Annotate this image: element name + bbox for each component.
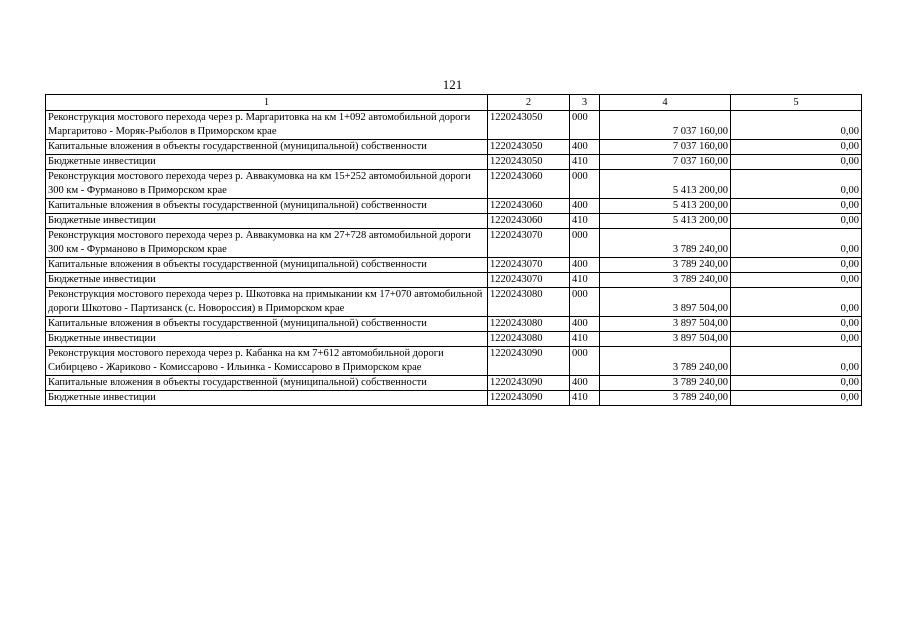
cell-target-code: 1220243060 (488, 214, 570, 229)
cell-name: Бюджетные инвестиции (46, 332, 488, 347)
page-number: 121 (442, 77, 463, 92)
cell-expense-type: 000 (570, 288, 600, 317)
cell-name: Бюджетные инвестиции (46, 155, 488, 170)
cell-target-code: 1220243090 (488, 376, 570, 391)
cell-target-code: 1220243070 (488, 229, 570, 258)
header-col-2: 2 (488, 95, 570, 111)
cell-amount-2: 0,00 (731, 214, 862, 229)
cell-amount-1: 5 413 200,00 (600, 170, 731, 199)
cell-target-code: 1220243060 (488, 199, 570, 214)
cell-amount-2: 0,00 (731, 317, 862, 332)
budget-table (45, 94, 862, 406)
header-col-4: 4 (600, 95, 731, 111)
cell-amount-1: 5 413 200,00 (600, 199, 731, 214)
header-col-5: 5 (731, 95, 862, 111)
cell-amount-2: 0,00 (731, 391, 862, 406)
cell-amount-2: 0,00 (731, 140, 862, 155)
cell-name: Капитальные вложения в объекты государственной (муниципальной) собственности (46, 376, 488, 391)
cell-amount-1: 3 789 240,00 (600, 258, 731, 273)
table-row (46, 376, 862, 391)
cell-amount-2: 0,00 (731, 258, 862, 273)
cell-target-code: 1220243080 (488, 332, 570, 347)
cell-target-code: 1220243090 (488, 347, 570, 376)
cell-amount-2: 0,00 (731, 199, 862, 214)
cell-target-code: 1220243080 (488, 317, 570, 332)
cell-name: Капитальные вложения в объекты государственной (муниципальной) собственности (46, 140, 488, 155)
cell-amount-1: 3 789 240,00 (600, 391, 731, 406)
cell-target-code: 1220243060 (488, 170, 570, 199)
cell-amount-1: 7 037 160,00 (600, 140, 731, 155)
cell-expense-type: 000 (570, 170, 600, 199)
header-col-1: 1 (46, 95, 488, 111)
table-row (46, 347, 862, 376)
cell-target-code: 1220243070 (488, 258, 570, 273)
cell-amount-1: 3 897 504,00 (600, 288, 731, 317)
cell-expense-type: 400 (570, 140, 600, 155)
table-row (46, 332, 862, 347)
cell-name: Реконструкция мостового перехода через р. Аввакумовка на км 15+252 автомобильной дороги 300 км - Фурманово в Приморском крае (46, 170, 488, 199)
cell-target-code: 1220243090 (488, 391, 570, 406)
cell-amount-2: 0,00 (731, 170, 862, 199)
table-row (46, 273, 862, 288)
cell-expense-type: 400 (570, 199, 600, 214)
cell-amount-2: 0,00 (731, 111, 862, 140)
cell-amount-1: 5 413 200,00 (600, 214, 731, 229)
table-row (46, 229, 862, 258)
cell-amount-2: 0,00 (731, 288, 862, 317)
table-row (46, 214, 862, 229)
table-row (46, 140, 862, 155)
cell-target-code: 1220243050 (488, 140, 570, 155)
cell-amount-2: 0,00 (731, 273, 862, 288)
cell-amount-1: 3 897 504,00 (600, 317, 731, 332)
cell-expense-type: 400 (570, 376, 600, 391)
cell-target-code: 1220243050 (488, 111, 570, 140)
cell-amount-1: 7 037 160,00 (600, 155, 731, 170)
table-row (46, 111, 862, 140)
cell-name: Капитальные вложения в объекты государственной (муниципальной) собственности (46, 199, 488, 214)
cell-name: Реконструкция мостового перехода через р. Аввакумовка на км 27+728 автомобильной дороги 300 км - Фурманово в Приморском крае (46, 229, 488, 258)
cell-name: Капитальные вложения в объекты государственной (муниципальной) собственности (46, 258, 488, 273)
cell-expense-type: 400 (570, 258, 600, 273)
cell-expense-type: 000 (570, 229, 600, 258)
cell-amount-2: 0,00 (731, 155, 862, 170)
cell-amount-1: 7 037 160,00 (600, 111, 731, 140)
table-row (46, 155, 862, 170)
cell-name: Бюджетные инвестиции (46, 273, 488, 288)
cell-expense-type: 410 (570, 273, 600, 288)
cell-expense-type: 400 (570, 317, 600, 332)
table-row (46, 199, 862, 214)
cell-target-code: 1220243070 (488, 273, 570, 288)
cell-amount-1: 3 789 240,00 (600, 273, 731, 288)
cell-name: Бюджетные инвестиции (46, 214, 488, 229)
cell-amount-2: 0,00 (731, 376, 862, 391)
cell-name: Реконструкция мостового перехода через р. Кабанка на км 7+612 автомобильной дороги Сибирцево - Жариково - Комиссарово - Ильинка - Комиссарово в Приморском крае (46, 347, 488, 376)
cell-amount-2: 0,00 (731, 347, 862, 376)
cell-amount-1: 3 789 240,00 (600, 376, 731, 391)
cell-name: Реконструкция мостового перехода через р. Маргаритовка на км 1+092 автомобильной дороги Маргаритово - Моряк-Рыболов в Приморском крае (46, 111, 488, 140)
cell-expense-type: 410 (570, 391, 600, 406)
table-row (46, 288, 862, 317)
header-col-3: 3 (570, 95, 600, 111)
cell-expense-type: 410 (570, 155, 600, 170)
table-row (46, 170, 862, 199)
cell-expense-type: 410 (570, 332, 600, 347)
cell-expense-type: 410 (570, 214, 600, 229)
cell-name: Бюджетные инвестиции (46, 391, 488, 406)
table-row (46, 317, 862, 332)
cell-expense-type: 000 (570, 111, 600, 140)
table-row (46, 391, 862, 406)
cell-name: Реконструкция мостового перехода через р. Шкотовка на примыкании км 17+070 автомобильной дороги Шкотово - Партизанск (с. Новороссия) в Приморском крае (46, 288, 488, 317)
cell-amount-2: 0,00 (731, 332, 862, 347)
table-body (46, 111, 862, 406)
cell-target-code: 1220243080 (488, 288, 570, 317)
cell-amount-1: 3 897 504,00 (600, 332, 731, 347)
cell-target-code: 1220243050 (488, 155, 570, 170)
cell-amount-1: 3 789 240,00 (600, 229, 731, 258)
cell-expense-type: 000 (570, 347, 600, 376)
cell-name: Капитальные вложения в объекты государственной (муниципальной) собственности (46, 317, 488, 332)
table-row (46, 258, 862, 273)
cell-amount-1: 3 789 240,00 (600, 347, 731, 376)
cell-amount-2: 0,00 (731, 229, 862, 258)
header-row (46, 95, 862, 111)
